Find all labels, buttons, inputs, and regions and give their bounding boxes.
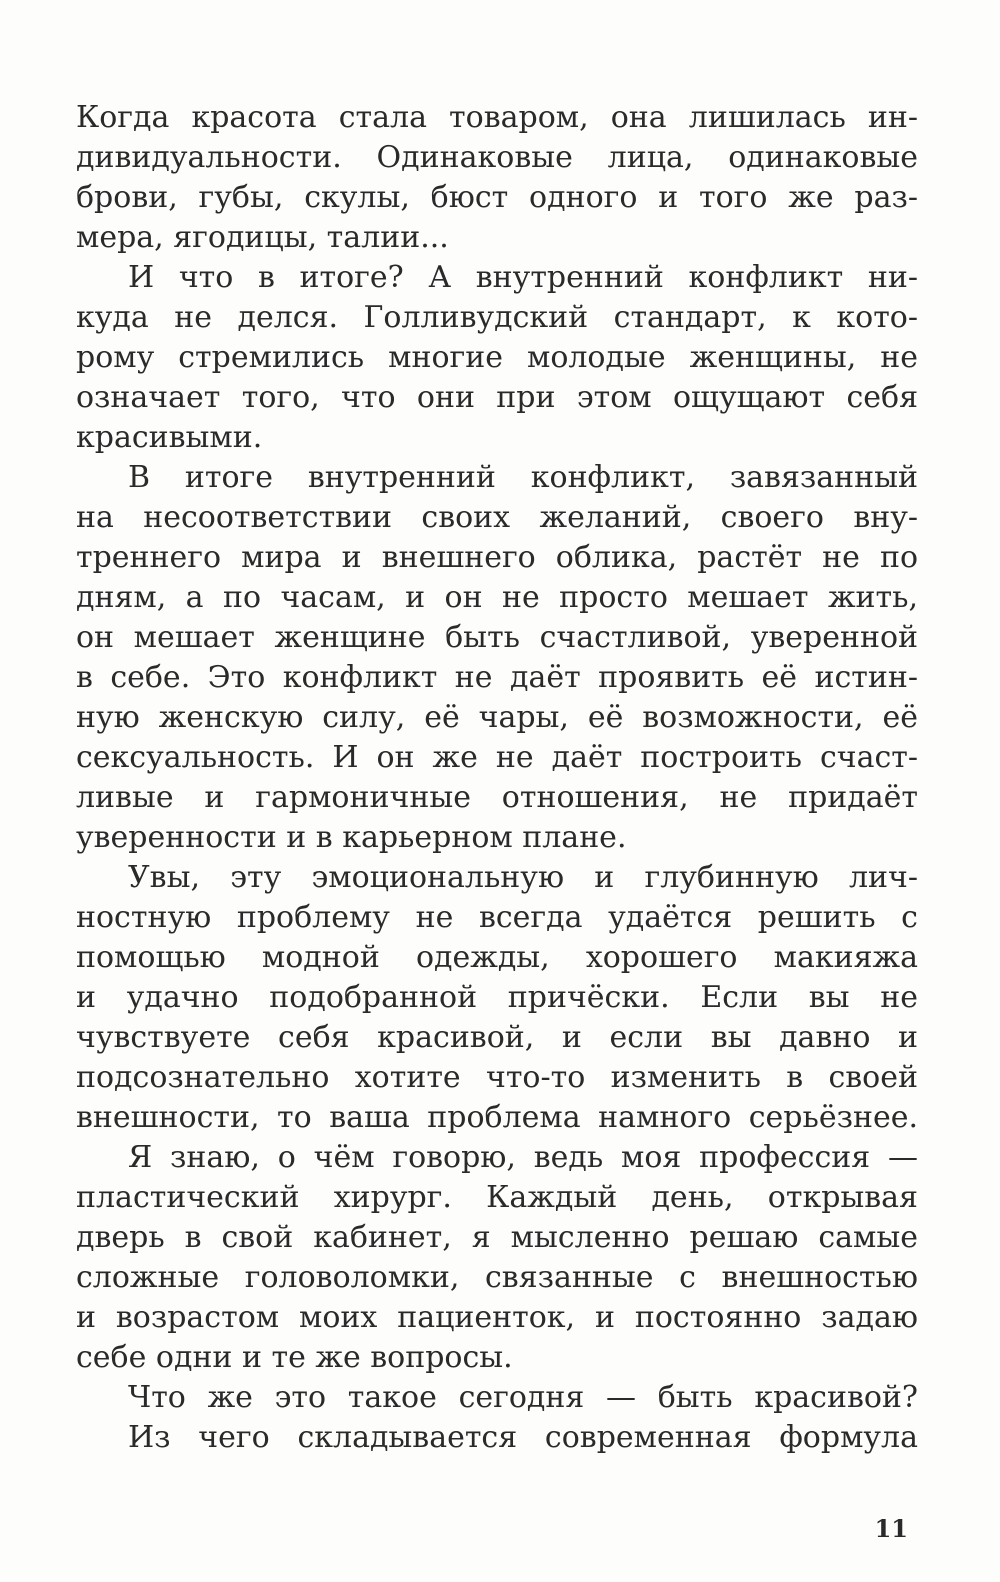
text-line: ностную проблему не всегда удаётся решить с — [76, 900, 918, 935]
text-line: Я знаю, о чём говорю, ведь моя профессия — — [128, 1140, 918, 1175]
text-line: дням, а по часам, и он не просто мешает жить, — [76, 580, 918, 615]
text-line: дивидуальности. Одинаковые лица, одинаковые — [76, 140, 918, 175]
text-line: треннего мира и внешнего облика, растёт не по — [76, 540, 918, 575]
text-line: В итоге внутренний конфликт, завязанный — [128, 460, 918, 495]
text-line: в себе. Это конфликт не даёт проявить её истин- — [76, 660, 918, 695]
text-line: означает того, что они при этом ощущают себя — [76, 380, 918, 415]
text-line: И что в итоге? А внутренний конфликт ни- — [128, 260, 918, 295]
text-line: на несоответствии своих желаний, своего вну- — [76, 500, 918, 535]
text-line: мера, ягодицы, талии... — [76, 220, 449, 255]
text-line: он мешает женщине быть счастливой, уверенной — [76, 620, 918, 655]
text-line: куда не делся. Голливудский стандарт, к кото- — [76, 300, 918, 335]
text-line: подсознательно хотите что-то изменить в своей — [76, 1060, 918, 1095]
page-number: 11 — [874, 1514, 908, 1543]
text-line: Из чего складывается современная формула — [128, 1420, 918, 1455]
text-line: сексуальность. И он же не даёт построить счаст- — [76, 740, 918, 775]
body-text — [76, 98, 918, 1458]
text-line: брови, губы, скулы, бюст одного и того же раз- — [76, 180, 918, 215]
text-line: красивыми. — [76, 420, 263, 455]
text-line: и возрастом моих пациенток, и постоянно задаю — [76, 1300, 918, 1335]
text-line: себе одни и те же вопросы. — [76, 1340, 513, 1375]
text-line: пластический хирург. Каждый день, открывая — [76, 1180, 918, 1215]
text-line: Когда красота стала товаром, она лишилась ин- — [76, 100, 918, 135]
text-line: чувствуете себя красивой, и если вы давно и — [76, 1020, 918, 1055]
text-line: дверь в свой кабинет, я мысленно решаю самые — [76, 1220, 918, 1255]
text-line: помощью модной одежды, хорошего макияжа — [76, 940, 918, 975]
text-line: внешности, то ваша проблема намного серьёзнее. — [76, 1100, 918, 1135]
text-line: Что же это такое сегодня — быть красивой? — [128, 1380, 918, 1415]
text-line: уверенности и в карьерном плане. — [76, 820, 627, 855]
text-line: сложные головоломки, связанные с внешностью — [76, 1260, 918, 1295]
text-line: и удачно подобранной причёски. Если вы не — [76, 980, 918, 1015]
text-line: ную женскую силу, её чары, её возможности, её — [76, 700, 918, 735]
text-line: рому стремились многие молодые женщины, не — [76, 340, 918, 375]
text-line: ливые и гармоничные отношения, не придаёт — [76, 780, 918, 815]
text-line: Увы, эту эмоциональную и глубинную лич- — [128, 860, 918, 895]
